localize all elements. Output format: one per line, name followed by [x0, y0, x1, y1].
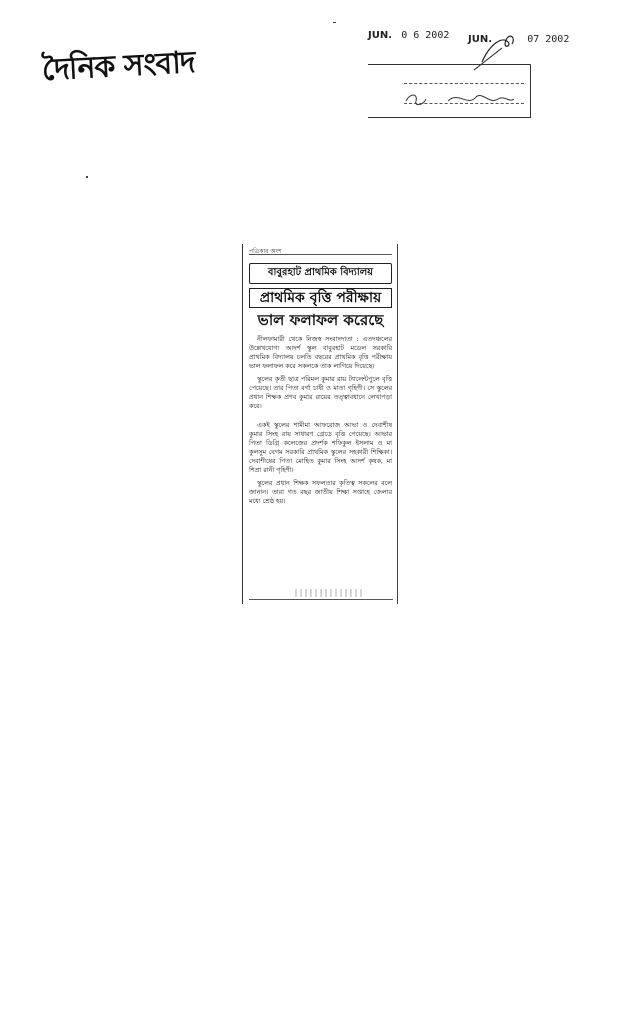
newspaper-masthead: দৈনিক সংবাদ: [41, 45, 196, 88]
article-paragraph: নীলফামারী থেকে নিজস্ব সংবাদদাতা : এতদঞ্চলের উল্লেখযোগ্য আদর্শ স্কুল বাবুরহাট মডেল সরকারি প্রাথমিক বিদ্যালয় চলতি বছরের প্রাথমিক বৃত্তি পরীক্ষায় ভাল ফলাফল করে সকলকে তাক লাগিয়ে দিয়েছে।: [249, 335, 392, 371]
clipping-top-strip: পত্রিকার অংশ: [249, 246, 392, 255]
article-paragraph: একই স্কুলের শামীমা আফরোজ আভা ও দেবাশীষ কুমার সিংহ রায় সাধারণ গ্রেডে বৃত্তি পেয়েছে। আভার পিতা ডিগ্রি কলেজের প্রদর্শক শফিকুল ইসলাম ও মা কুলসুম বেগম সরকারি প্রাথমিক স্কুলের সহকারী শিক্ষিকা। দেবাশীষের পিতা মোহিত কুমার সিংহ আদর্শ কৃষক, মা শিপ্রা রানী গৃহিণী।: [249, 421, 392, 475]
headline-line-1: প্রাথমিক বৃত্তি পরীক্ষায়: [249, 288, 392, 308]
headline-line-2: ভাল ফলাফল করেছে: [257, 311, 384, 330]
slip-scribble: [404, 93, 428, 107]
slip-dotted-line: [404, 83, 524, 84]
received-date-stamp: [368, 30, 449, 41]
slip-handwriting: [446, 89, 516, 109]
article-headline: [249, 288, 392, 329]
article-paragraph: স্কুলের প্রধান শিক্ষক সফলতার কৃতিত্ব সকলের বলে জানান। তারা গত বছর জাতীয় শিক্ষা সপ্তাহে জেলার মধ্যে শ্রেষ্ঠ হয়।: [249, 479, 392, 506]
article-paragraph: স্কুলের কৃতী ছাত্র পরিমল কুমার রায় ট্যালেন্টপুলে বৃত্তি পেয়েছে। তার পিতা বর্গা চাষী ও মাতা গৃহিণী। সে স্কুলের প্রধান শিক্ষক প্রণব কুমার রায়ের তত্ত্বাবধানে লেখাপড়া করে।: [249, 375, 392, 411]
print-speck: [86, 176, 88, 178]
ink-smudge: [295, 589, 365, 597]
received-stamp-date: 0 6 2002: [401, 30, 450, 41]
filing-slip: [368, 64, 531, 118]
slip-row: [370, 73, 526, 87]
newspaper-clipping: [242, 244, 398, 604]
dated-stamp-date: 07 2002: [527, 34, 570, 45]
clipping-bottom-edge: [249, 589, 393, 600]
received-stamp-label: JUN.: [368, 30, 393, 41]
article-kicker: বাবুরহাট প্রাথমিক বিদ্যালয়: [249, 263, 392, 284]
dated-stamp-label: JUN.: [468, 34, 493, 45]
print-speck: [333, 22, 336, 23]
